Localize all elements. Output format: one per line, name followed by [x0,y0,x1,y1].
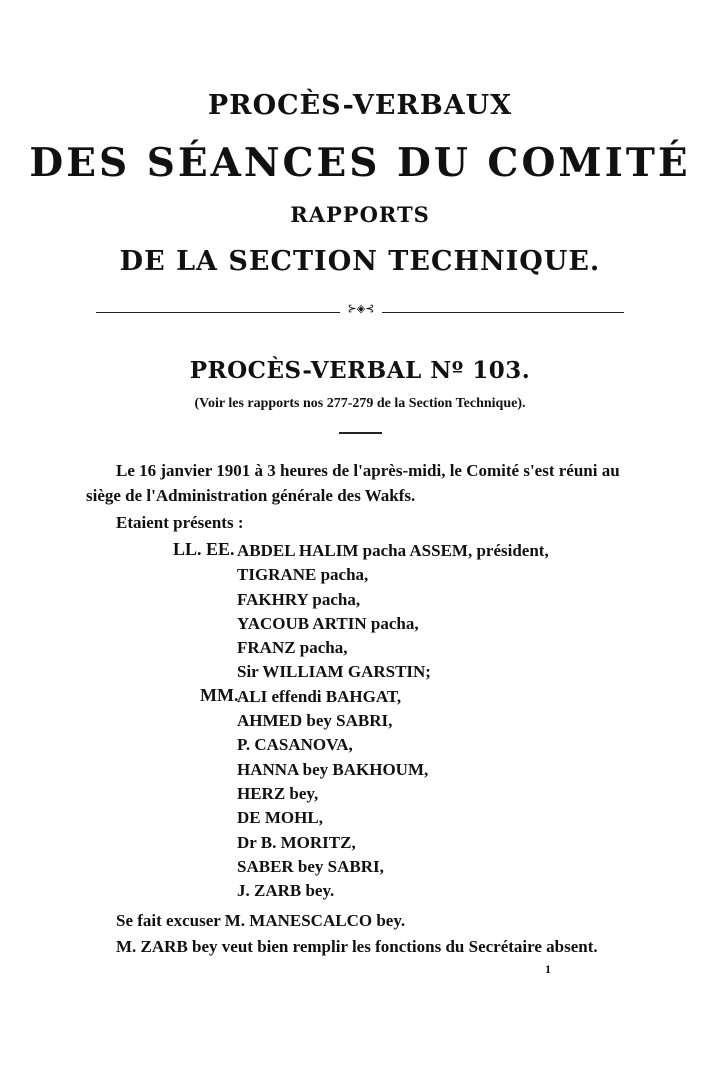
member-entry: ABDEL HALIM pacha ASSEM, président, [237,541,549,560]
proces-verbal-title: PROCÈS-VERBAL Nº 103. [189,357,531,384]
member-entry: FRANZ pacha, [237,638,348,658]
messieurs-label: MM. [200,685,239,705]
header-line-4: DE LA SECTION TECHNIQUE. [119,246,601,277]
divider-rule-right [382,312,624,313]
header-line-1: PROCÈS-VERBAUX [207,90,513,121]
rapports-reference: (Voir les rapports nos 277-279 de la Section Technique). [194,396,526,411]
excused-line: Se fait excuser M. MANESCALCO bey. [116,911,406,930]
member-entry: Dr B. MORITZ, [237,832,356,852]
member-entry: ALI effendi BAHGAT, [237,686,402,706]
member-entry: AHMED bey SABRI, [237,711,393,731]
divider-rule-left [96,312,340,313]
short-divider [339,432,382,434]
header-line-3: RAPPORTS [290,202,430,227]
member-entry: Sir WILLIAM GARSTIN; [237,662,431,682]
divider-ornament-icon: ⊱◈⊰ [347,302,375,315]
member-entry: J. ZARB bey. [237,881,335,901]
member-entry: P. CASANOVA, [237,735,353,755]
member-entry: HERZ bey, [237,783,319,803]
member-list [237,539,549,903]
member-entry: FAKHRY pacha, [237,589,361,609]
member-entry: SABER bey SABRI, [237,856,384,876]
intro-line-2: siège de l'Administration générale des Wakfs. [86,486,416,505]
ornamental-divider [96,302,624,320]
intro-line-1: Le 16 janvier 1901 à 3 heures de l'après-midi, le Comité s'est réuni au [116,461,620,480]
member-entry: YACOUB ARTIN pacha, [237,613,419,633]
present-label: Etaient présents : [116,513,244,532]
secretary-line: M. ZARB bey veut bien remplir les fonctions du Secrétaire absent. [116,937,598,956]
header-line-2: DES SÉANCES DU COMITÉ [29,140,691,186]
member-entry: TIGRANE pacha, [237,565,369,585]
member-entry: HANNA bey BAKHOUM, [237,759,429,779]
page-number: 1 [545,962,551,976]
member-entry: DE MOHL, [237,808,323,828]
excellencies-label: LL. EE. [173,539,235,559]
